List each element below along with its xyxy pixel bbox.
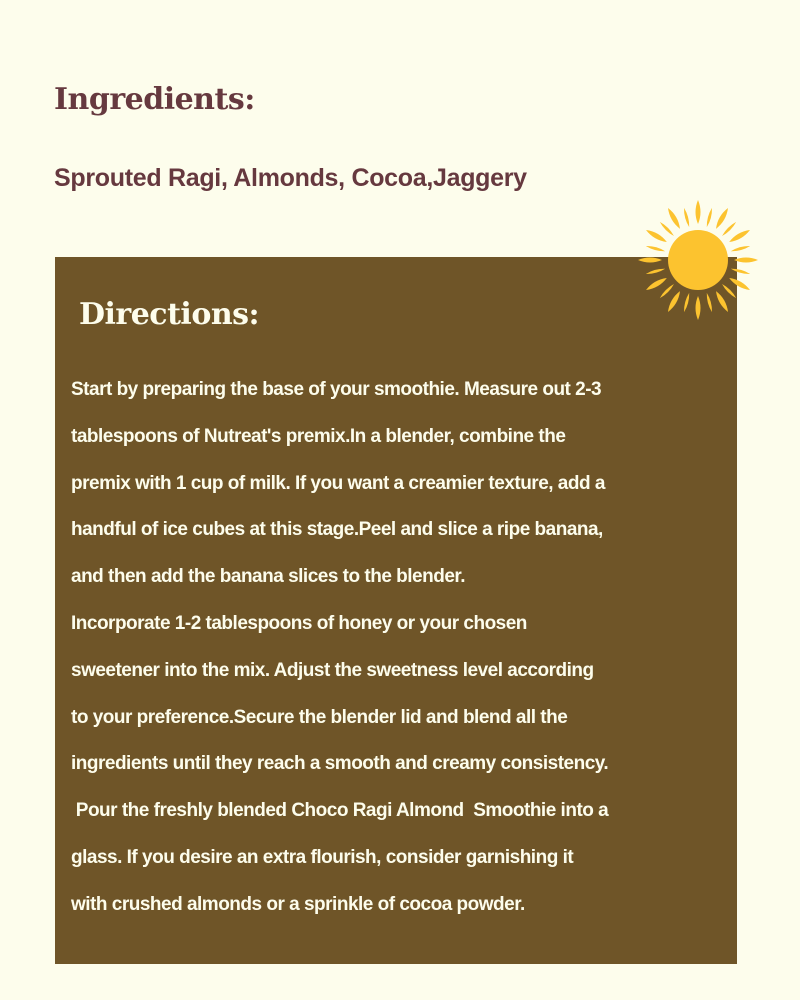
directions-heading: Directions: <box>79 297 260 332</box>
sun-icon <box>638 200 758 320</box>
ingredients-list: Sprouted Ragi, Almonds, Cocoa,Jaggery <box>54 164 527 192</box>
directions-panel <box>55 257 737 964</box>
ingredients-heading: Ingredients: <box>54 82 255 117</box>
directions-text: Start by preparing the base of your smoothie. Measure out 2-3 tablespoons of Nutreat's premix.In a blender, combine the premix with 1 cup of milk. If you want a creamier texture, add a handful of ice cubes at this stage.Peel and slice a ripe banana, and then add the banana slices to the blender. Incorporate 1-2 tablespoons of honey or your chosen sweetener into the mix. Adjust the sweetness level according to your preference.Secure the blender lid and blend all the ingredients until they reach a smooth and creamy consistency. Pour the freshly blended Choco Ragi Almond Smoothie into a glass. If you desire an extra flourish, consider garnishing it with crushed almonds or a sprinkle of cocoa powder. <box>71 379 609 915</box>
